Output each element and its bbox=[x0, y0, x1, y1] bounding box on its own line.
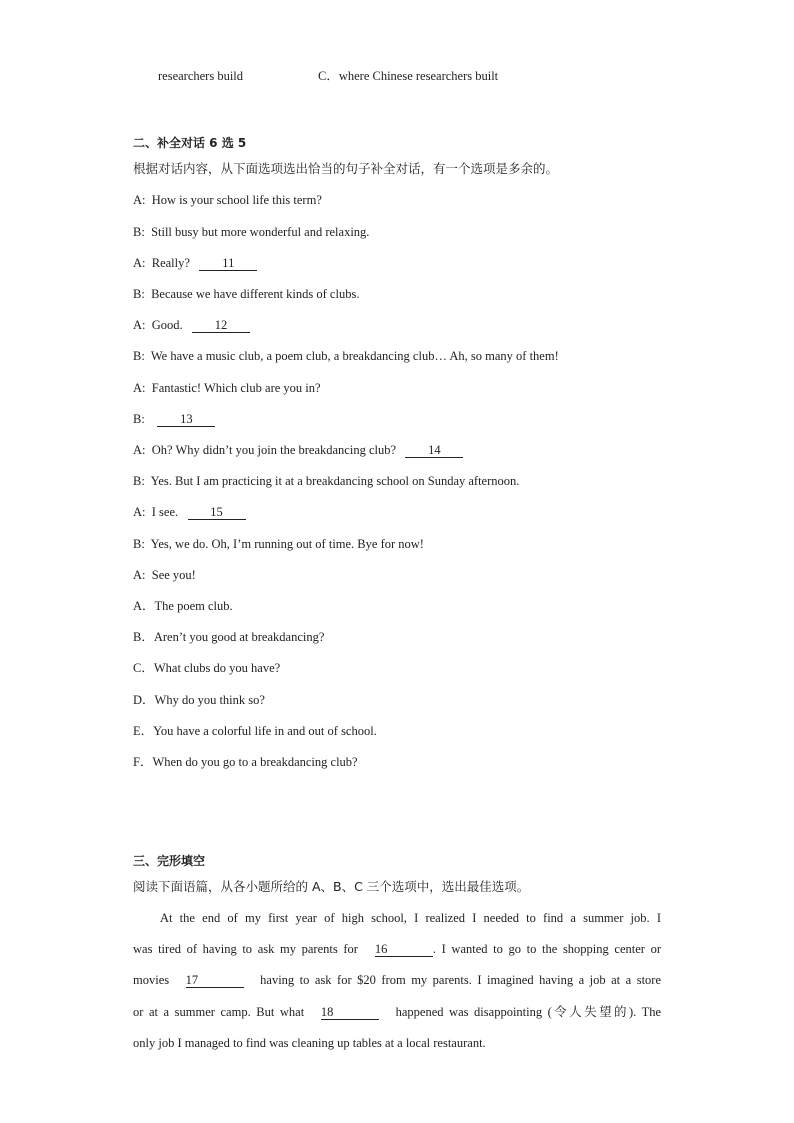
speaker-label: A: bbox=[133, 443, 146, 457]
dialogue-line bbox=[133, 348, 559, 364]
dialogue-line bbox=[133, 411, 215, 427]
speaker-label: A: bbox=[133, 381, 146, 395]
dialogue-line bbox=[133, 317, 250, 333]
answer-blank-18[interactable]: 18 bbox=[321, 1005, 379, 1020]
answer-option-a[interactable]: A．The poem club. bbox=[133, 599, 233, 613]
passage-line-4: or at a summer camp. But what 18 happened was disappointing (令人失望的). The bbox=[133, 1005, 662, 1019]
speaker-label: B: bbox=[133, 474, 145, 488]
dialogue-line bbox=[133, 255, 257, 271]
answer-blank-13[interactable]: 13 bbox=[157, 412, 215, 427]
speaker-label: A: bbox=[133, 505, 146, 519]
option-c: C．where Chinese researchers built bbox=[318, 69, 499, 83]
speaker-label: A: bbox=[133, 318, 146, 332]
dialogue-line bbox=[133, 473, 519, 489]
dialogue-text: Good. bbox=[151, 318, 183, 332]
dialogue-text: Yes. But I am practicing it at a breakdancing school on Sunday afternoon. bbox=[150, 474, 520, 488]
dialogue-text: Yes, we do. Oh, I’m running out of time. Bye for now! bbox=[150, 537, 424, 551]
answer-blank-16[interactable]: 16 bbox=[375, 942, 433, 957]
passage-line-1: At the end of my first year of high school, I realized I needed to find a summer job. I bbox=[160, 911, 661, 925]
dialogue-text: Oh? Why didn’t you join the breakdancing club? bbox=[151, 443, 397, 457]
answer-option-d[interactable]: D．Why do you think so? bbox=[133, 693, 265, 707]
option-b-tail: researchers build bbox=[158, 69, 244, 83]
speaker-label: B: bbox=[133, 537, 145, 551]
answer-option-f[interactable]: F．When do you go to a breakdancing club? bbox=[133, 755, 358, 769]
dialogue-line bbox=[133, 380, 321, 396]
answer-blank-17[interactable]: 17 bbox=[186, 973, 244, 988]
dialogue-line bbox=[133, 224, 369, 240]
speaker-label: A: bbox=[133, 193, 146, 207]
passage-line-5: only job I managed to find was cleaning up tables at a local restaurant. bbox=[133, 1036, 486, 1050]
section-3-instruction: 阅读下面语篇，从各小题所给的 A、B、C 三个选项中，选出最佳选项。 bbox=[133, 879, 530, 894]
section-2-instruction: 根据对话内容，从下面选项选出恰当的句子补全对话，有一个选项是多余的。 bbox=[133, 161, 559, 176]
dialogue-text: I see. bbox=[151, 505, 179, 519]
speaker-label: B: bbox=[133, 225, 145, 239]
dialogue-line bbox=[133, 567, 196, 583]
dialogue-text: Still busy but more wonderful and relaxing. bbox=[151, 225, 370, 239]
passage-line-2: was tired of having to ask my parents for 16 . I wanted to go to the shopping center or bbox=[133, 942, 661, 956]
speaker-label: A: bbox=[133, 256, 146, 270]
dialogue-line bbox=[133, 442, 463, 458]
speaker-label: B: bbox=[133, 287, 145, 301]
section-2-heading: 二、补全对话 6 选 5 bbox=[133, 136, 247, 150]
dialogue-text: Really? bbox=[151, 256, 190, 270]
dialogue-text: Fantastic! Which club are you in? bbox=[151, 381, 321, 395]
dialogue-line bbox=[133, 192, 322, 208]
answer-option-c[interactable]: C．What clubs do you have? bbox=[133, 661, 281, 675]
section-3-heading: 三、完形填空 bbox=[133, 854, 206, 868]
answer-option-e[interactable]: E．You have a colorful life in and out of school. bbox=[133, 724, 377, 738]
speaker-label: A: bbox=[133, 568, 146, 582]
answer-blank-15[interactable]: 15 bbox=[188, 505, 246, 520]
dialogue-text: We have a music club, a poem club, a breakdancing club… Ah, so many of them! bbox=[150, 349, 559, 363]
dialogue-line bbox=[133, 536, 424, 552]
dialogue-line bbox=[133, 504, 246, 520]
dialogue-text: See you! bbox=[151, 568, 196, 582]
answer-blank-12[interactable]: 12 bbox=[192, 318, 250, 333]
answer-blank-14[interactable]: 14 bbox=[405, 443, 463, 458]
dialogue-text: How is your school life this term? bbox=[151, 193, 322, 207]
speaker-label: B: bbox=[133, 349, 145, 363]
dialogue-text: Because we have different kinds of clubs. bbox=[151, 287, 360, 301]
passage-line-3: movies 17 having to ask for $20 from my parents. I imagined having a job at a store bbox=[133, 973, 662, 987]
speaker-label: B: bbox=[133, 412, 145, 426]
dialogue-line bbox=[133, 286, 359, 302]
answer-option-b[interactable]: B．Aren’t you good at breakdancing? bbox=[133, 630, 325, 644]
answer-blank-11[interactable]: 11 bbox=[199, 256, 257, 271]
